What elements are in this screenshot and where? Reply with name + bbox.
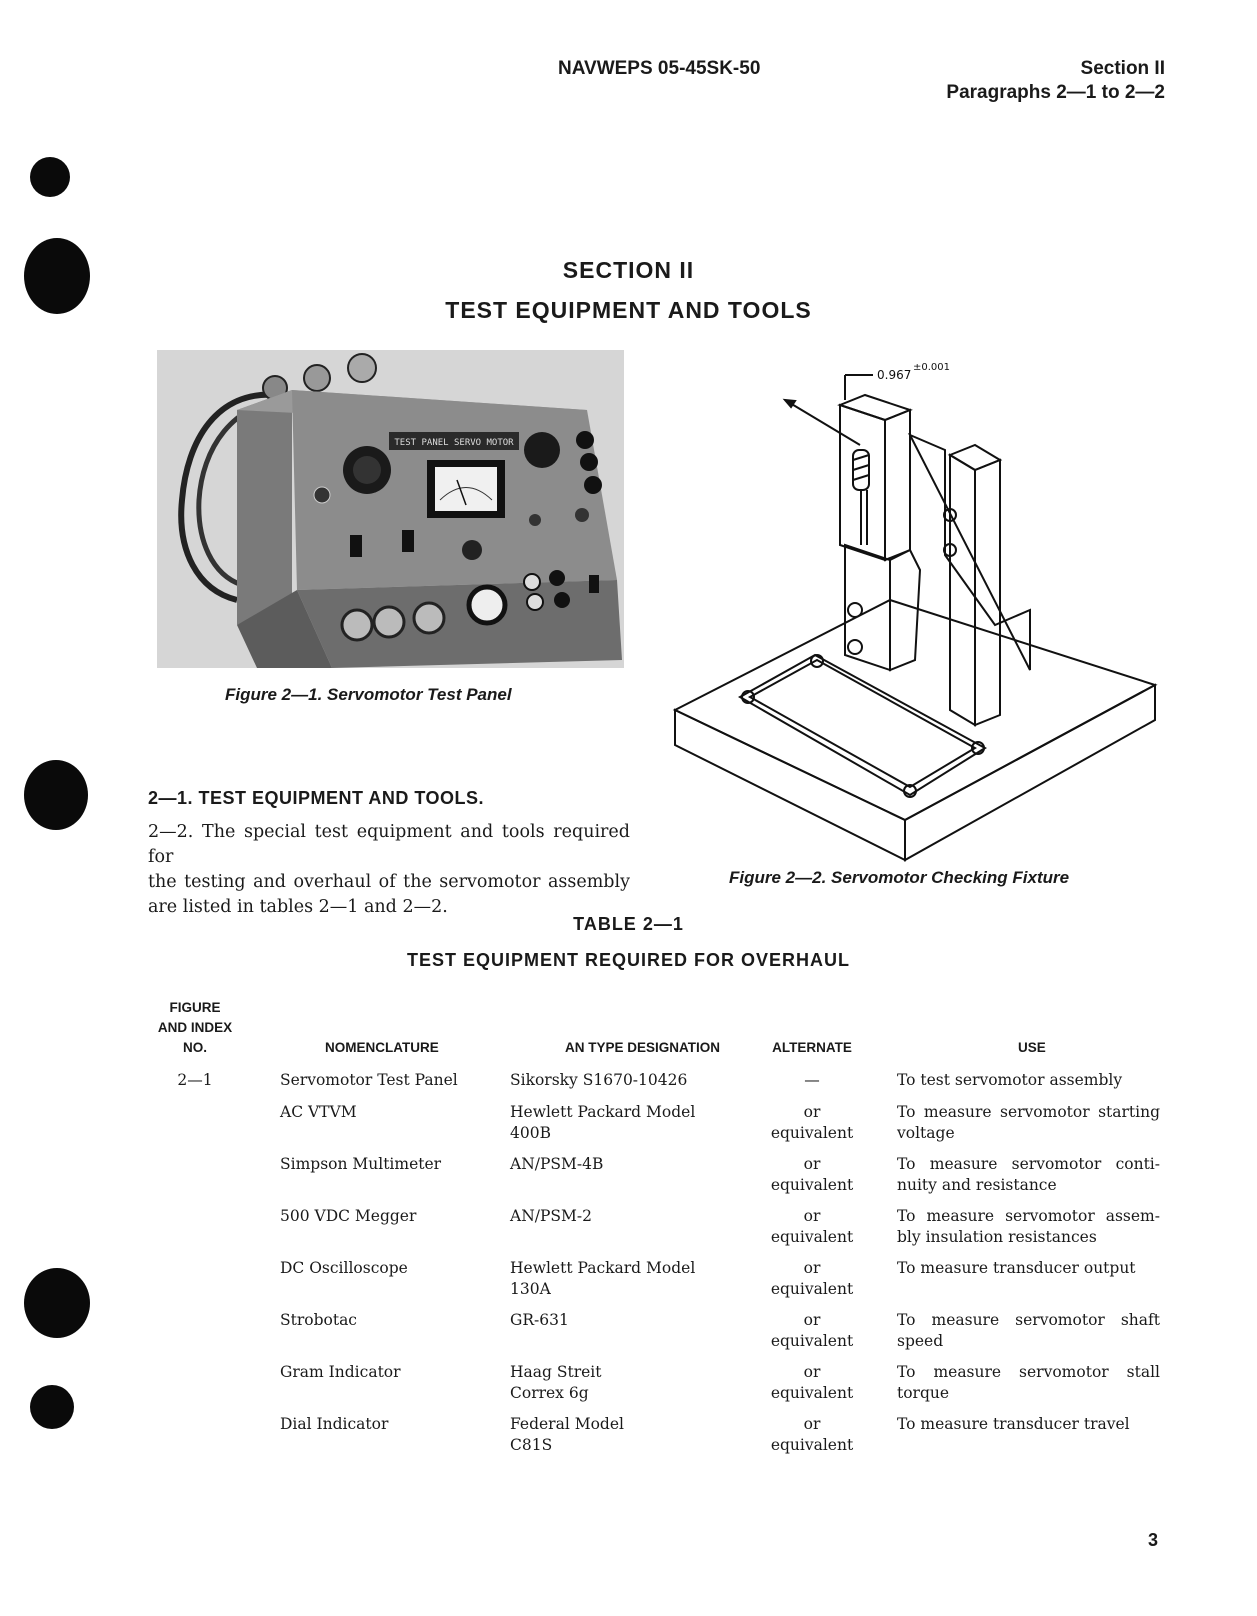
- cell-line: or: [803, 1259, 821, 1277]
- page-number: 3: [1148, 1530, 1159, 1550]
- cell-use: [897, 1070, 1160, 1091]
- cell-line: or: [803, 1363, 821, 1381]
- cell-line: To measure servomotor conti-: [897, 1155, 1160, 1173]
- cell-alternate: [752, 1310, 872, 1352]
- cell-designation: [510, 1154, 603, 1175]
- cell-alternate: [752, 1258, 872, 1300]
- binder-hole: [30, 157, 70, 197]
- cell-line: equivalent: [770, 1124, 854, 1142]
- cell-designation: [510, 1310, 569, 1331]
- cell-nomenclature: 500 VDC Megger: [280, 1207, 417, 1225]
- cell-line: AN/PSM-2: [510, 1207, 592, 1225]
- cell-line: To measure transducer output: [897, 1259, 1136, 1277]
- cell-designation: [510, 1362, 601, 1404]
- col-header-designation: AN TYPE DESIGNATION: [565, 1040, 721, 1055]
- figure-2-2-caption: Figure 2—2. Servomotor Checking Fixture: [729, 868, 1070, 887]
- cell-alternate: [752, 1362, 872, 1404]
- figure-2-1-caption: Figure 2—1. Servomotor Test Panel: [225, 685, 512, 704]
- cell-line: equivalent: [770, 1176, 854, 1194]
- section-label: Section II: [1080, 58, 1165, 79]
- col-header-use: USE: [1018, 1040, 1046, 1055]
- cell-use: [897, 1102, 1160, 1144]
- col-header-figure: FIGURE AND INDEX NO.: [157, 1000, 233, 1055]
- panel-label: TEST PANEL SERVO MOTOR: [394, 438, 514, 448]
- cell-line: 130A: [510, 1280, 551, 1298]
- cell-line: Sikorsky S1670-10426: [510, 1071, 688, 1089]
- cell-line: GR-631: [510, 1311, 569, 1329]
- cell-nomenclature: Simpson Multimeter: [280, 1155, 442, 1173]
- cell-line: or: [803, 1207, 821, 1225]
- cell-nomenclature: Dial Indicator: [280, 1415, 389, 1433]
- checking-fixture-illustration: [665, 355, 1165, 865]
- paragraph-line: are listed in tables 2—1 and 2—2.: [148, 897, 448, 917]
- cell-line: Correx 6g: [510, 1384, 589, 1402]
- cell-alternate: [752, 1414, 872, 1456]
- cell-line: torque: [897, 1384, 950, 1402]
- cell-line: C81S: [510, 1436, 553, 1454]
- cell-line: equivalent: [770, 1228, 854, 1246]
- cell-line: To measure servomotor shaft: [897, 1311, 1160, 1329]
- cell-alternate: [752, 1206, 872, 1248]
- cell-alternate: [752, 1102, 872, 1144]
- cell-line: —: [804, 1071, 820, 1089]
- cell-line: AN/PSM-4B: [510, 1155, 604, 1173]
- figure-2-2-drawing: [665, 355, 1165, 865]
- cell-line: To measure transducer travel: [897, 1415, 1130, 1433]
- cell-use: [897, 1258, 1160, 1279]
- cell-designation: [510, 1102, 695, 1144]
- cell-line: equivalent: [770, 1280, 854, 1298]
- document-number: NAVWEPS 05-45SK-50: [558, 58, 761, 79]
- figure-2-1-photo: [157, 350, 624, 668]
- binder-hole: [24, 1268, 90, 1338]
- cell-use: [897, 1310, 1160, 1352]
- cell-designation: [510, 1070, 687, 1091]
- col-header-nomenclature: NOMENCLATURE: [325, 1040, 439, 1055]
- table-number: TABLE 2—1: [573, 914, 684, 934]
- cell-line: speed: [897, 1332, 944, 1350]
- cell-nomenclature: AC VTVM: [280, 1103, 357, 1121]
- cell-alternate: [752, 1070, 872, 1091]
- cell-line: Federal Model: [510, 1415, 624, 1433]
- cell-figure-index: 2—1: [177, 1071, 213, 1089]
- cell-line: 400B: [510, 1124, 551, 1142]
- cell-nomenclature: Gram Indicator: [280, 1363, 401, 1381]
- cell-line: equivalent: [770, 1436, 854, 1454]
- cell-line: or: [803, 1155, 821, 1173]
- cell-line: equivalent: [770, 1384, 854, 1402]
- paragraphs-label: Paragraphs 2—1 to 2—2: [946, 82, 1165, 103]
- binder-hole: [30, 1385, 74, 1429]
- dimension-tolerance: ±0.001: [913, 362, 951, 373]
- paragraph-line: the testing and overhaul of the servomotor assembly: [148, 872, 630, 892]
- cell-designation: [510, 1414, 624, 1456]
- cell-line: Haag Streit: [510, 1363, 602, 1381]
- cell-nomenclature: Servomotor Test Panel: [280, 1071, 458, 1089]
- table-title: TEST EQUIPMENT REQUIRED FOR OVERHAUL: [406, 950, 851, 970]
- cell-alternate: [752, 1154, 872, 1196]
- cell-line: or: [803, 1311, 821, 1329]
- paragraph-body: [148, 820, 630, 920]
- cell-nomenclature: DC Oscilloscope: [280, 1259, 408, 1277]
- cell-use: [897, 1414, 1160, 1435]
- paragraph-heading: 2—1. TEST EQUIPMENT AND TOOLS.: [148, 788, 485, 808]
- cell-line: To measure servomotor starting: [897, 1103, 1160, 1121]
- binder-hole: [24, 760, 88, 830]
- cell-use: [897, 1362, 1160, 1404]
- cell-use: [897, 1206, 1160, 1248]
- cell-nomenclature: Strobotac: [280, 1311, 357, 1329]
- cell-designation: [510, 1258, 695, 1300]
- cell-designation: [510, 1206, 592, 1227]
- cell-line: equivalent: [770, 1332, 854, 1350]
- test-panel-illustration: [157, 350, 624, 668]
- cell-line: or: [803, 1415, 821, 1433]
- cell-line: Hewlett Packard Model: [510, 1103, 696, 1121]
- col-header-alternate: ALTERNATE: [772, 1040, 852, 1055]
- cell-line: To test servomotor assembly: [897, 1071, 1123, 1089]
- cell-line: or: [803, 1103, 821, 1121]
- cell-line: To measure servomotor assem-: [897, 1207, 1160, 1225]
- dimension-value: 0.967: [877, 368, 912, 382]
- cell-line: voltage: [897, 1124, 955, 1142]
- paragraph-line: 2—2. The special test equipment and tools required for: [148, 822, 630, 867]
- cell-line: nuity and resistance: [897, 1176, 1057, 1194]
- cell-use: [897, 1154, 1160, 1196]
- cell-line: To measure servomotor stall: [897, 1363, 1160, 1381]
- section-title: SECTION II: [562, 257, 695, 283]
- cell-line: Hewlett Packard Model: [510, 1259, 696, 1277]
- cell-line: bly insulation resistances: [897, 1228, 1097, 1246]
- section-subtitle: TEST EQUIPMENT AND TOOLS: [445, 297, 812, 323]
